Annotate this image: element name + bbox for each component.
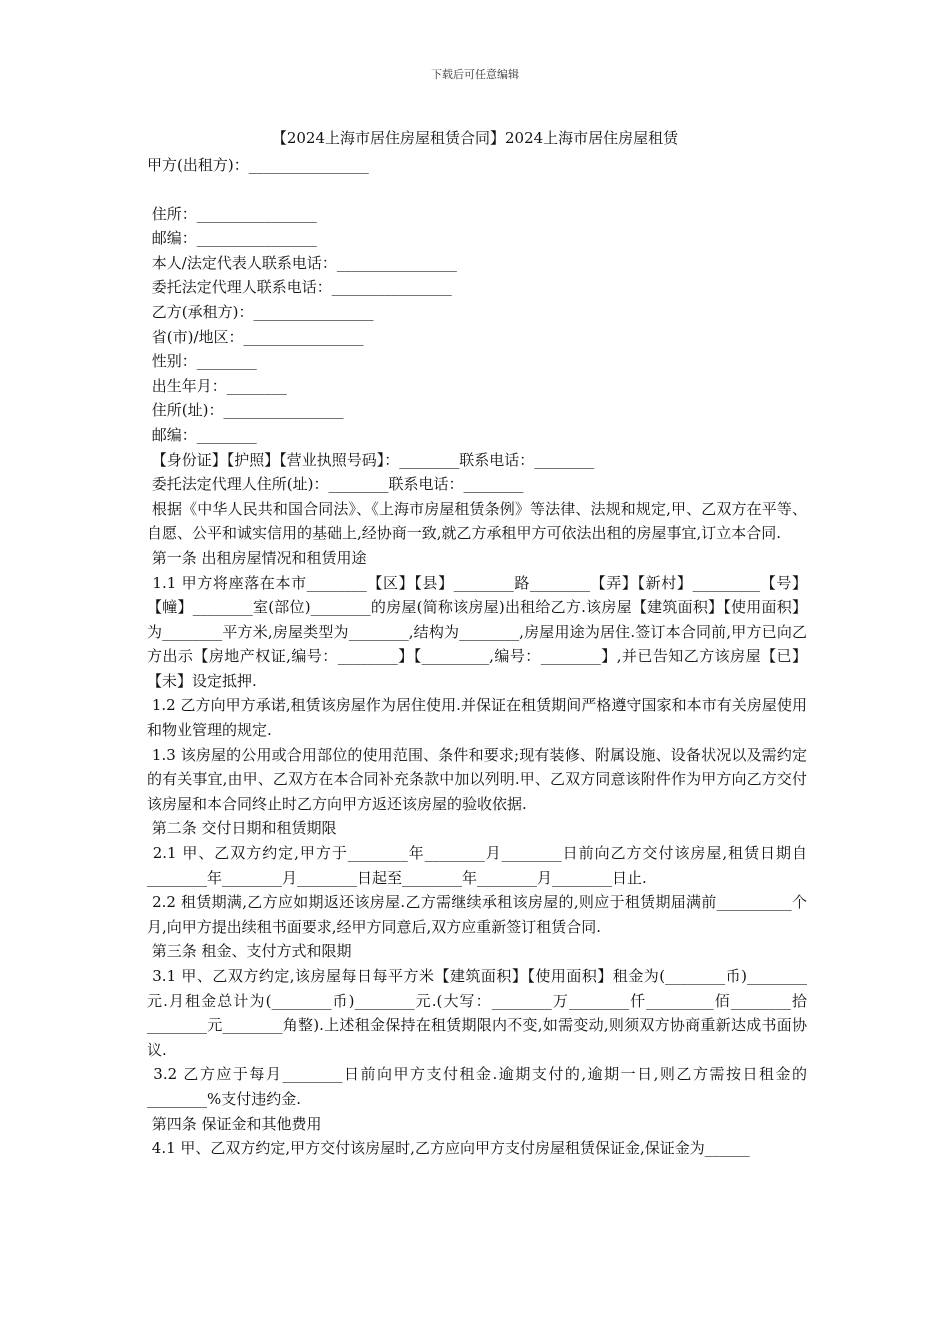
agent-phone-line: 委托法定代理人联系电话：________________ bbox=[147, 278, 452, 297]
clause-1-3: 1.3 该房屋的公用或合用部位的使用范围、条件和要求;现有装修、附属设施、设备状况以及需约定的有关事宜,由甲、乙双方在本合同补充条款中加以列明.甲、乙双方同意该附件作为甲方向乙方交付该房屋和本合同终止时乙方向甲方返还该房屋的验收依据. bbox=[147, 745, 807, 813]
clause-2-2: 2.2 租赁期满,乙方应如期返还该房屋.乙方需继续承租该房屋的,则应于租赁期届满前__________个月,向甲方提出续租书面要求,经甲方同意后,双方应重新签订租赁合同. bbox=[147, 893, 807, 936]
address-line: 住所：________________ bbox=[147, 204, 317, 223]
page-header: 下载后可任意编辑 bbox=[431, 68, 519, 81]
residence-line: 住所(址)：________________ bbox=[147, 401, 344, 420]
postcode-line-b: 邮编：________ bbox=[147, 425, 257, 444]
article-1-heading: 第一条 出租房屋情况和租赁用途 bbox=[147, 548, 367, 567]
gender-line: 性别：________ bbox=[147, 352, 257, 371]
postcode-line: 邮编：________________ bbox=[147, 229, 317, 248]
contract-body bbox=[147, 153, 807, 1161]
article-2-heading: 第二条 交付日期和租赁期限 bbox=[147, 819, 337, 838]
phone-line: 本人/法定代表人联系电话：________________ bbox=[147, 253, 457, 272]
party-b-line: 乙方(承租方)：________________ bbox=[147, 302, 374, 321]
region-line: 省(市)/地区：________________ bbox=[147, 327, 364, 346]
clause-2-1: 2.1 甲、乙双方约定,甲方于________年________月________日前向乙方交付该房屋,租赁日期自________年________月________日起至________年________月________日止. bbox=[147, 844, 807, 887]
id-line: 【身份证】【护照】【营业执照号码】：________联系电话：________ bbox=[147, 450, 595, 469]
article-4-heading: 第四条 保证金和其他费用 bbox=[147, 1114, 322, 1133]
clause-1-1: 1.1 甲方将座落在本市________【区】【县】________路________【弄】【新村】_________【号】【幢】________室(部位)________的房屋(简称该房屋)出租给乙方.该房屋【建筑面积】【使用面积】为________平方米,房屋类型为________,结构为________,房屋用途为居住.签订本合同前,甲方已向乙方出示【房地产权证,编号：________】【_________,编号：________】,并已告知乙方该房屋【已】【未】设定抵押. bbox=[147, 573, 807, 690]
agent-address-line: 委托法定代理人住所(址)：________联系电话：________ bbox=[147, 475, 524, 494]
party-a-line: 甲方(出租方)：________________ bbox=[147, 156, 369, 174]
birth-line: 出生年月：________ bbox=[147, 376, 287, 395]
preamble-paragraph: 根据《中华人民共和国合同法》、《上海市房屋租赁条例》等法律、法规和规定,甲、乙双方在平等、自愿、公平和诚实信用的基础上,经协商一致,就乙方承租甲方可依法出租的房屋事宜,订立本合同. bbox=[147, 499, 807, 543]
clause-4-1: 4.1 甲、乙双方约定,甲方交付该房屋时,乙方应向甲方支付房屋租赁保证金,保证金为______ bbox=[147, 1139, 750, 1158]
document-title: 【2024上海市居住房屋租赁合同】2024上海市居住房屋租赁 bbox=[271, 129, 679, 147]
clause-1-2: 1.2 乙方向甲方承诺,租赁该房屋作为居住使用.并保证在租赁期间严格遵守国家和本市有关房屋使用和物业管理的规定. bbox=[147, 696, 807, 740]
article-3-heading: 第三条 租金、支付方式和限期 bbox=[147, 942, 352, 961]
clause-3-2: 3.2 乙方应于每月________日前向甲方支付租金.逾期支付的,逾期一日,则乙方需按日租金的________%支付违约金. bbox=[147, 1065, 807, 1108]
clause-3-1: 3.1 甲、乙双方约定,该房屋每日每平方米【建筑面积】【使用面积】租金为(________币)________元.月租金总计为(________币)________元.(大写：________万________仟_________佰________拾________元________角整).上述租金保持在租赁期限内不变,如需变动,则须双方协商重新达成书面协议. bbox=[147, 967, 807, 1059]
